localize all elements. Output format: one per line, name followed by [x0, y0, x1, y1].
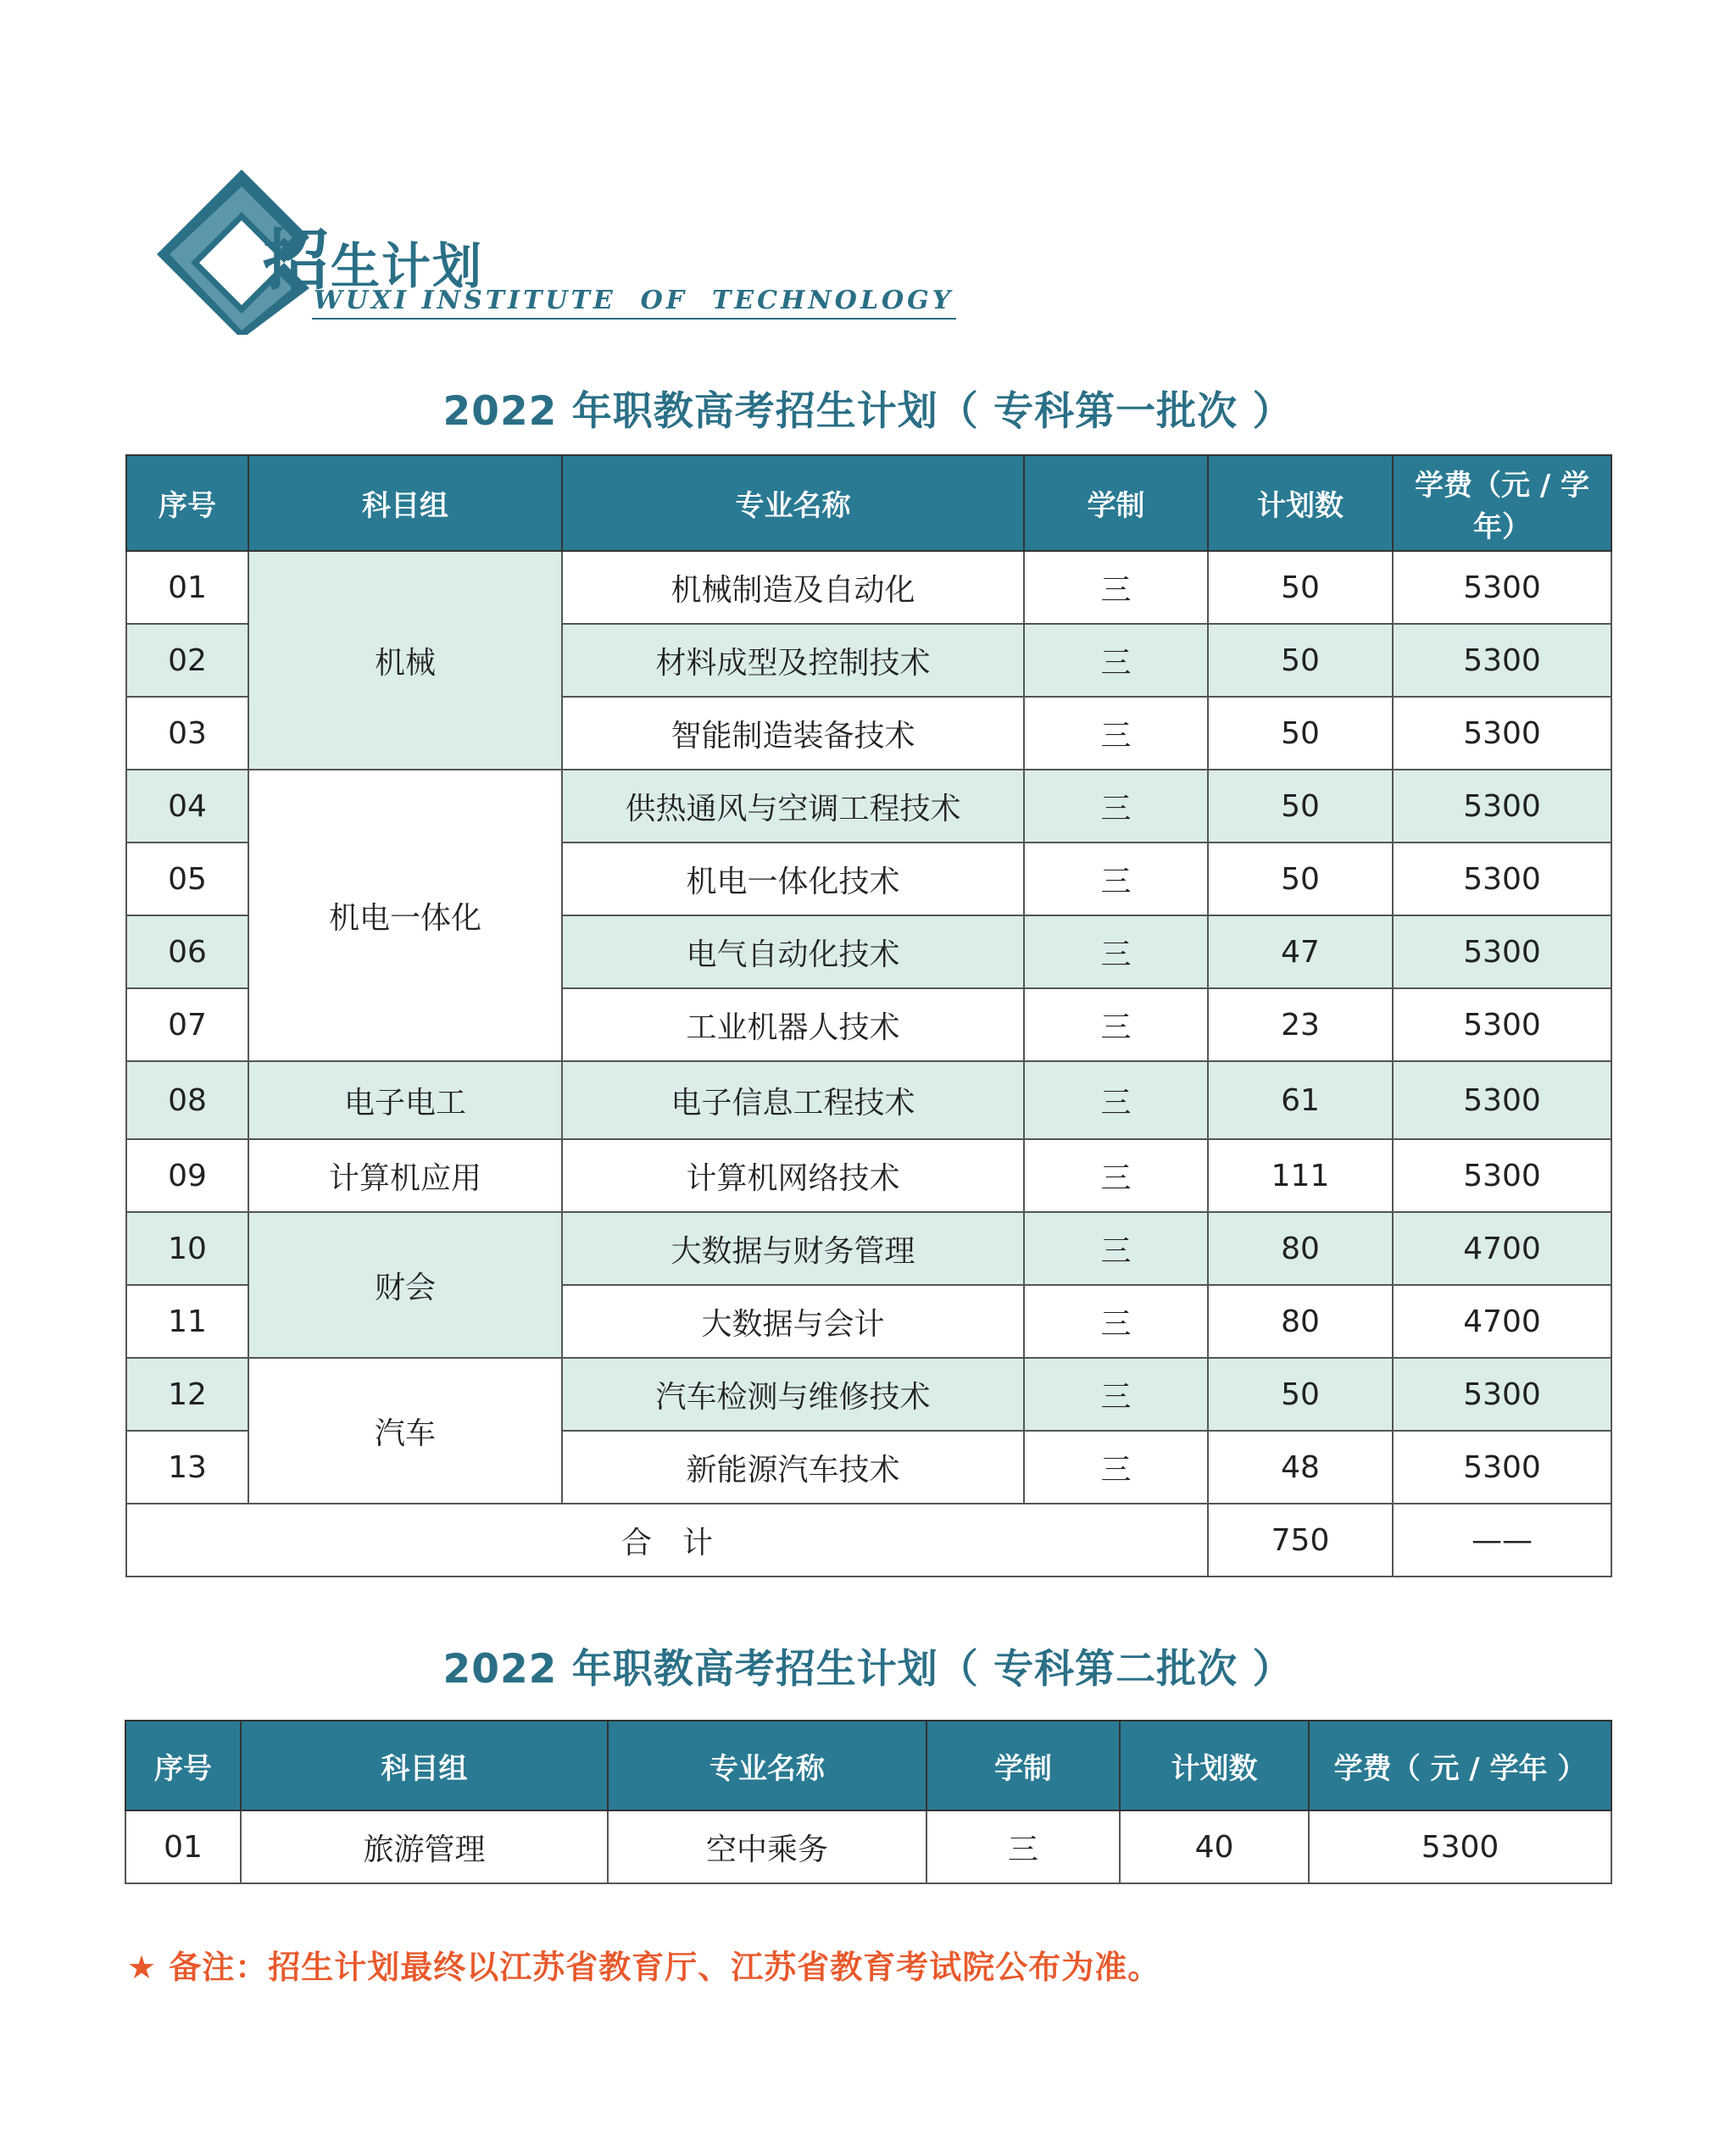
- cell-major: 材料成型及控制技术: [562, 624, 1024, 697]
- cell-major: 电气自动化技术: [562, 915, 1024, 988]
- cell-fee: 5300: [1393, 915, 1611, 988]
- cell-fee: 5300: [1393, 1139, 1611, 1212]
- cell-plan: 50: [1208, 1358, 1393, 1431]
- cell-no: 06: [126, 915, 248, 988]
- header-underline: [312, 318, 956, 320]
- cell-years: 三: [1024, 697, 1208, 770]
- cell-no: 03: [126, 697, 248, 770]
- batch2-table: [125, 1720, 1612, 1884]
- cell-fee: 5300: [1393, 843, 1611, 915]
- cell-fee: 5300: [1393, 988, 1611, 1061]
- table-row: [126, 1061, 1611, 1139]
- cell-major: 计算机网络技术: [562, 1139, 1024, 1212]
- cell-years: 三: [1024, 770, 1208, 843]
- cell-years: 三: [1024, 1431, 1208, 1504]
- cell-no: 13: [126, 1431, 248, 1504]
- cell-plan: 80: [1208, 1212, 1393, 1285]
- total-fee: ——: [1393, 1504, 1611, 1577]
- total-label: 合 计: [126, 1504, 1208, 1577]
- col-header-no: 序号: [126, 455, 248, 551]
- cell-plan: 40: [1120, 1810, 1309, 1883]
- cell-plan: 23: [1208, 988, 1393, 1061]
- total-row: [126, 1504, 1611, 1577]
- cell-years: 三: [1024, 843, 1208, 915]
- cell-years: 三: [1024, 1358, 1208, 1431]
- cell-fee: 5300: [1393, 624, 1611, 697]
- cell-major: 空中乘务: [608, 1810, 926, 1883]
- cell-group: 机械: [248, 551, 562, 770]
- cell-no: 09: [126, 1139, 248, 1212]
- cell-plan: 50: [1208, 770, 1393, 843]
- table-row: [126, 551, 1611, 624]
- cell-years: 三: [1024, 1139, 1208, 1212]
- batch1-table: [125, 454, 1612, 1577]
- table-header-row: [126, 455, 1611, 551]
- cell-major: 供热通风与空调工程技术: [562, 770, 1024, 843]
- footnote: ★ 备注：招生计划最终以江苏省教育厅、江苏省教育考试院公布为准。: [127, 1949, 1161, 1986]
- cell-fee: 5300: [1393, 551, 1611, 624]
- cell-fee: 5300: [1393, 1061, 1611, 1139]
- cell-years: 三: [1024, 988, 1208, 1061]
- cell-years: 三: [1024, 1212, 1208, 1285]
- table-row: [126, 770, 1611, 843]
- table-header-row: [125, 1721, 1611, 1810]
- cell-major: 大数据与会计: [562, 1285, 1024, 1358]
- col-header-plan: 计划数: [1120, 1721, 1309, 1810]
- cell-years: 三: [1024, 624, 1208, 697]
- cell-no: 01: [126, 551, 248, 624]
- cell-years: 三: [1024, 1285, 1208, 1358]
- cell-no: 10: [126, 1212, 248, 1285]
- cell-group: 财会: [248, 1212, 562, 1358]
- cell-no: 02: [126, 624, 248, 697]
- cell-no: 04: [126, 770, 248, 843]
- header-logo: [153, 165, 983, 335]
- cell-plan: 50: [1208, 551, 1393, 624]
- cell-no: 11: [126, 1285, 248, 1358]
- cell-group: 计算机应用: [248, 1139, 562, 1212]
- cell-plan: 111: [1208, 1139, 1393, 1212]
- cell-group: 机电一体化: [248, 770, 562, 1061]
- cell-no: 12: [126, 1358, 248, 1431]
- cell-fee: 5300: [1309, 1810, 1611, 1883]
- cell-major: 大数据与财务管理: [562, 1212, 1024, 1285]
- header-subtitle: WUXI INSTITUTE OF TECHNOLOGY: [314, 286, 954, 315]
- cell-plan: 47: [1208, 915, 1393, 988]
- cell-group: 旅游管理: [241, 1810, 608, 1883]
- col-header-group: 科目组: [241, 1721, 608, 1810]
- cell-plan: 80: [1208, 1285, 1393, 1358]
- batch2-title: 2022 年职教高考招生计划（ 专科第二批次 ）: [442, 1646, 1294, 1693]
- cell-years: 三: [1024, 551, 1208, 624]
- table-row: [126, 1358, 1611, 1431]
- cell-no: 07: [126, 988, 248, 1061]
- total-plan: 750: [1208, 1504, 1393, 1577]
- cell-plan: 50: [1208, 624, 1393, 697]
- table-row: [125, 1810, 1611, 1883]
- batch1-title: 2022 年职教高考招生计划（ 专科第一批次 ）: [442, 388, 1294, 435]
- header-title: 招生计划: [263, 223, 484, 299]
- col-header-major: 专业名称: [608, 1721, 926, 1810]
- cell-plan: 61: [1208, 1061, 1393, 1139]
- cell-major: 智能制造装备技术: [562, 697, 1024, 770]
- col-header-plan: 计划数: [1208, 455, 1393, 551]
- cell-major: 机械制造及自动化: [562, 551, 1024, 624]
- cell-fee: 4700: [1393, 1212, 1611, 1285]
- cell-fee: 5300: [1393, 770, 1611, 843]
- col-header-years: 学制: [1024, 455, 1208, 551]
- cell-major: 电子信息工程技术: [562, 1061, 1024, 1139]
- table-row: [126, 1139, 1611, 1212]
- cell-years: 三: [1024, 1061, 1208, 1139]
- cell-major: 汽车检测与维修技术: [562, 1358, 1024, 1431]
- col-header-group: 科目组: [248, 455, 562, 551]
- col-header-fee: 学费（元 / 学年）: [1393, 455, 1611, 551]
- cell-fee: 5300: [1393, 697, 1611, 770]
- cell-major: 工业机器人技术: [562, 988, 1024, 1061]
- col-header-years: 学制: [926, 1721, 1120, 1810]
- cell-plan: 50: [1208, 843, 1393, 915]
- cell-plan: 48: [1208, 1431, 1393, 1504]
- cell-fee: 4700: [1393, 1285, 1611, 1358]
- cell-group: 电子电工: [248, 1061, 562, 1139]
- cell-group: 汽车: [248, 1358, 562, 1504]
- cell-no: 05: [126, 843, 248, 915]
- cell-no: 01: [125, 1810, 241, 1883]
- table-row: [126, 1212, 1611, 1285]
- cell-fee: 5300: [1393, 1358, 1611, 1431]
- cell-major: 机电一体化技术: [562, 843, 1024, 915]
- cell-no: 08: [126, 1061, 248, 1139]
- cell-fee: 5300: [1393, 1431, 1611, 1504]
- cell-major: 新能源汽车技术: [562, 1431, 1024, 1504]
- col-header-major: 专业名称: [562, 455, 1024, 551]
- cell-plan: 50: [1208, 697, 1393, 770]
- cell-years: 三: [926, 1810, 1120, 1883]
- col-header-no: 序号: [125, 1721, 241, 1810]
- col-header-fee: 学费（ 元 / 学年 ）: [1309, 1721, 1611, 1810]
- cell-years: 三: [1024, 915, 1208, 988]
